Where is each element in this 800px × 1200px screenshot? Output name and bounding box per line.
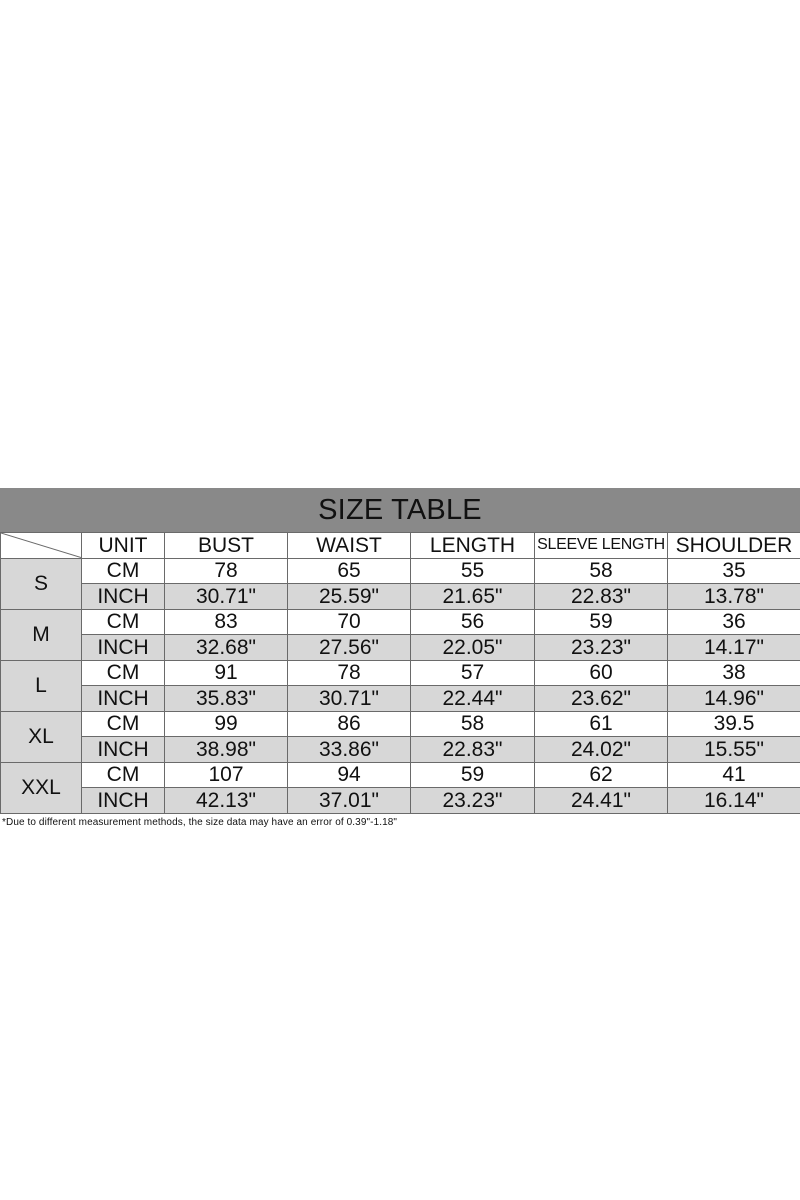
size-row-cm: [1, 609, 800, 635]
corner-cell: [1, 533, 82, 559]
value-cell: 38: [668, 660, 800, 686]
size-row-inch: [1, 737, 800, 763]
value-cell: 83: [165, 609, 288, 635]
measurement-note: *Due to different measurement methods, the size data may have an error of 0.39"-1.18": [2, 816, 398, 828]
value-cell: 22.83": [535, 584, 668, 610]
value-cell: 23.23": [535, 635, 668, 661]
value-cell: 33.86": [288, 737, 411, 763]
header-unit: UNIT: [82, 533, 165, 559]
unit-cell: INCH: [82, 686, 165, 712]
value-cell: 35.83": [165, 686, 288, 712]
value-cell: 59: [411, 762, 535, 788]
size-chart: [0, 488, 800, 828]
size-label: XL: [1, 711, 82, 762]
size-row-inch: [1, 584, 800, 610]
size-row-cm: [1, 762, 800, 788]
value-cell: 70: [288, 609, 411, 635]
unit-cell: INCH: [82, 635, 165, 661]
unit-cell: CM: [82, 660, 165, 686]
value-cell: 55: [411, 558, 535, 584]
unit-cell: CM: [82, 711, 165, 737]
unit-cell: INCH: [82, 788, 165, 814]
size-row-cm: [1, 660, 800, 686]
value-cell: 39.5: [668, 711, 800, 737]
value-cell: 107: [165, 762, 288, 788]
size-row-inch: [1, 788, 800, 814]
size-table: [0, 532, 800, 814]
value-cell: 42.13": [165, 788, 288, 814]
value-cell: 24.41": [535, 788, 668, 814]
size-label: M: [1, 609, 82, 660]
size-label: S: [1, 558, 82, 609]
value-cell: 78: [165, 558, 288, 584]
size-row-cm: [1, 711, 800, 737]
size-row-inch: [1, 686, 800, 712]
size-table-title: SIZE TABLE: [0, 488, 800, 532]
unit-cell: CM: [82, 762, 165, 788]
value-cell: 65: [288, 558, 411, 584]
value-cell: 23.62": [535, 686, 668, 712]
value-cell: 21.65": [411, 584, 535, 610]
value-cell: 59: [535, 609, 668, 635]
value-cell: 94: [288, 762, 411, 788]
size-label: L: [1, 660, 82, 711]
value-cell: 62: [535, 762, 668, 788]
header-length: LENGTH: [411, 533, 535, 559]
diagonal-divider: [1, 533, 81, 558]
value-cell: 14.96": [668, 686, 800, 712]
value-cell: 14.17": [668, 635, 800, 661]
unit-cell: CM: [82, 609, 165, 635]
value-cell: 22.83": [411, 737, 535, 763]
value-cell: 37.01": [288, 788, 411, 814]
value-cell: 13.78": [668, 584, 800, 610]
value-cell: 32.68": [165, 635, 288, 661]
value-cell: 41: [668, 762, 800, 788]
unit-cell: INCH: [82, 737, 165, 763]
size-label: XXL: [1, 762, 82, 813]
size-row-inch: [1, 635, 800, 661]
value-cell: 24.02": [535, 737, 668, 763]
value-cell: 15.55": [668, 737, 800, 763]
value-cell: 58: [411, 711, 535, 737]
header-waist: WAIST: [288, 533, 411, 559]
header-shoulder: SHOULDER: [668, 533, 800, 559]
header-row: [1, 533, 800, 559]
value-cell: 99: [165, 711, 288, 737]
unit-cell: INCH: [82, 584, 165, 610]
value-cell: 30.71": [165, 584, 288, 610]
value-cell: 25.59": [288, 584, 411, 610]
value-cell: 23.23": [411, 788, 535, 814]
header-bust: BUST: [165, 533, 288, 559]
value-cell: 22.05": [411, 635, 535, 661]
size-row-cm: [1, 558, 800, 584]
value-cell: 86: [288, 711, 411, 737]
value-cell: 36: [668, 609, 800, 635]
header-sleeve-length: SLEEVE LENGTH: [535, 533, 668, 559]
value-cell: 60: [535, 660, 668, 686]
value-cell: 56: [411, 609, 535, 635]
value-cell: 16.14": [668, 788, 800, 814]
value-cell: 57: [411, 660, 535, 686]
value-cell: 27.56": [288, 635, 411, 661]
value-cell: 58: [535, 558, 668, 584]
value-cell: 91: [165, 660, 288, 686]
value-cell: 22.44": [411, 686, 535, 712]
value-cell: 30.71": [288, 686, 411, 712]
value-cell: 78: [288, 660, 411, 686]
value-cell: 61: [535, 711, 668, 737]
value-cell: 38.98": [165, 737, 288, 763]
value-cell: 35: [668, 558, 800, 584]
unit-cell: CM: [82, 558, 165, 584]
